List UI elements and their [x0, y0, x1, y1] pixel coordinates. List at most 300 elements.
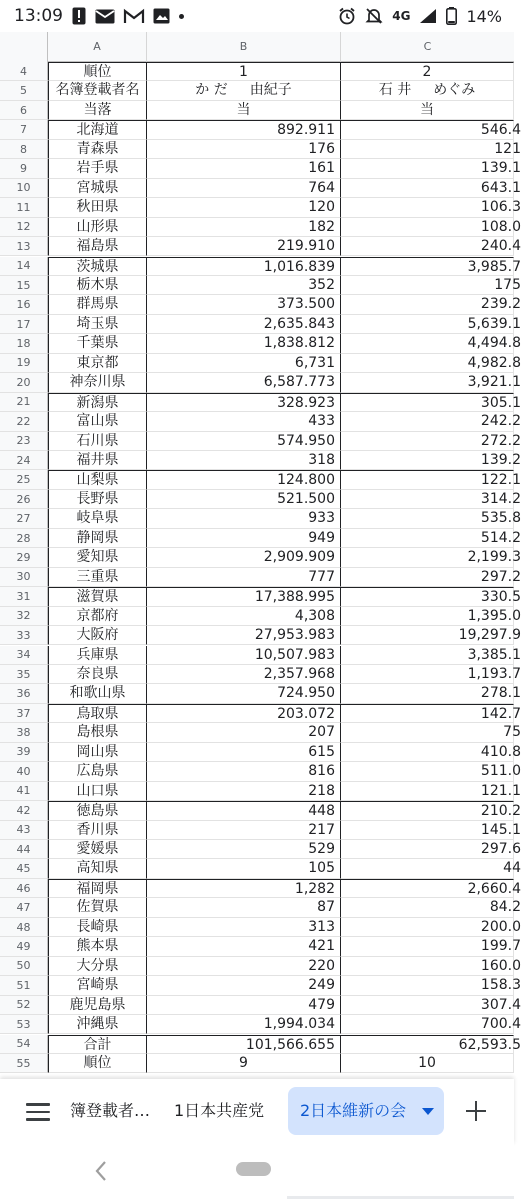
- cell-c[interactable]: [341, 996, 521, 1015]
- cell-a[interactable]: 岩手県: [48, 159, 147, 178]
- table-row: [0, 101, 514, 120]
- cell-a[interactable]: 山梨県: [48, 470, 147, 489]
- cell-value: 1,016.839: [263, 258, 335, 275]
- cell-c[interactable]: [341, 198, 521, 217]
- cell-value: 239.2: [480, 296, 521, 313]
- cell-a[interactable]: 当落: [48, 101, 147, 120]
- cell-b[interactable]: [147, 412, 341, 431]
- cell-c[interactable]: [341, 412, 521, 431]
- cell-a[interactable]: 茨城県: [48, 257, 147, 276]
- column-header-b[interactable]: B: [147, 32, 341, 62]
- column-header-c[interactable]: C: [423, 40, 432, 53]
- table-row: [0, 684, 521, 703]
- cell-b[interactable]: [147, 490, 341, 509]
- cell-c[interactable]: [341, 1054, 514, 1073]
- cell-b[interactable]: [147, 801, 341, 820]
- cell-b[interactable]: [147, 840, 341, 859]
- back-icon[interactable]: [92, 1159, 110, 1183]
- cell-c[interactable]: [341, 354, 521, 373]
- cell-value: 700.4: [480, 1016, 521, 1033]
- cell-c[interactable]: [341, 937, 521, 956]
- cell-c[interactable]: [341, 918, 521, 937]
- cell-value: 182: [308, 218, 335, 235]
- cell-value: 161: [308, 160, 335, 177]
- cell-b[interactable]: [147, 295, 341, 314]
- cell-c[interactable]: [341, 218, 521, 237]
- cell-value: 949: [308, 529, 335, 546]
- table-row: [0, 976, 521, 995]
- cell-value: 272.2: [480, 432, 521, 449]
- cell-b[interactable]: [147, 568, 341, 587]
- cell-value: 3,385.1: [467, 646, 521, 663]
- cell-a[interactable]: 長野県: [48, 490, 147, 509]
- row-number[interactable]: 52: [0, 996, 48, 1015]
- cell-c[interactable]: [341, 704, 521, 723]
- cell-b[interactable]: [147, 859, 341, 878]
- cell-value: 5,639.1: [467, 315, 521, 332]
- cell-c[interactable]: [341, 859, 521, 878]
- cell-a[interactable]: 福島県: [48, 237, 147, 256]
- row-number[interactable]: 28: [0, 529, 48, 548]
- cell-c[interactable]: [341, 159, 521, 178]
- cell-c[interactable]: [341, 898, 521, 917]
- cell-value: 218: [308, 782, 335, 799]
- cell-a[interactable]: 滋賀県: [48, 587, 147, 606]
- cell-a[interactable]: 徳島県: [48, 801, 147, 820]
- cell-b[interactable]: [147, 470, 341, 489]
- row-number[interactable]: 53: [0, 1015, 48, 1034]
- cell-c[interactable]: [341, 315, 521, 334]
- cell-b[interactable]: [147, 704, 341, 723]
- cell-a[interactable]: 熊本県: [48, 937, 147, 956]
- chevron-down-icon[interactable]: [422, 1108, 434, 1115]
- cell-b[interactable]: [147, 81, 341, 100]
- clock: 13:09: [14, 6, 63, 26]
- column-header-a[interactable]: A: [48, 32, 147, 62]
- cell-a[interactable]: 山口県: [48, 782, 147, 801]
- cell-value: 643.1: [480, 179, 521, 196]
- cell-a[interactable]: 青森県: [48, 140, 147, 159]
- cell-a[interactable]: 富山県: [48, 412, 147, 431]
- cell-a[interactable]: 順位: [48, 1054, 147, 1073]
- cell-c[interactable]: [341, 120, 521, 139]
- cell-b[interactable]: [147, 607, 341, 626]
- row-number[interactable]: 6: [0, 101, 48, 120]
- cell-c[interactable]: [341, 626, 521, 645]
- cell-c[interactable]: [341, 432, 521, 451]
- cell-c[interactable]: [341, 276, 521, 295]
- table-row: [0, 821, 521, 840]
- row-number[interactable]: 45: [0, 859, 48, 878]
- cell-b[interactable]: [147, 432, 341, 451]
- alarm-icon: [338, 7, 356, 25]
- cell-value: 433: [308, 413, 335, 430]
- row-number[interactable]: 8: [0, 140, 48, 159]
- cell-a[interactable]: 福岡県: [48, 879, 147, 898]
- cell-a[interactable]: 鳥取県: [48, 704, 147, 723]
- cell-a[interactable]: 東京都: [48, 354, 147, 373]
- cell-value: 1,838.812: [263, 335, 335, 352]
- row-number[interactable]: 15: [0, 276, 48, 295]
- cell-b[interactable]: [147, 451, 341, 470]
- row-number[interactable]: 23: [0, 432, 48, 451]
- cell-value: 479: [308, 996, 335, 1013]
- cell-c[interactable]: [341, 762, 521, 781]
- cell-b[interactable]: [147, 198, 341, 217]
- cell-c[interactable]: [341, 548, 521, 567]
- cell-value: 318: [308, 452, 335, 468]
- table-row: [0, 509, 521, 528]
- cell-a[interactable]: 和歌山県: [48, 684, 147, 703]
- cell-b[interactable]: [147, 159, 341, 178]
- cell-a[interactable]: 合計: [48, 1035, 147, 1054]
- cell-b[interactable]: [147, 509, 341, 528]
- cell-b[interactable]: [147, 101, 341, 120]
- cell-a[interactable]: 埼玉県: [48, 315, 147, 334]
- row-number[interactable]: 33: [0, 626, 48, 645]
- cell-b[interactable]: [147, 354, 341, 373]
- cell-b[interactable]: [147, 62, 341, 81]
- cell-c[interactable]: [341, 470, 521, 489]
- cell-value: 305.1: [480, 394, 521, 411]
- cell-value: 10,507.983: [254, 646, 335, 663]
- row-number[interactable]: 31: [0, 587, 48, 606]
- spreadsheet-grid: [0, 62, 521, 1079]
- cell-c[interactable]: [341, 237, 521, 256]
- row-number[interactable]: 50: [0, 957, 48, 976]
- cell-b[interactable]: [147, 684, 341, 703]
- cell-value: 278.1: [480, 685, 521, 702]
- row-number[interactable]: 43: [0, 821, 48, 840]
- cell-c[interactable]: [341, 684, 521, 703]
- cell-value: 1,395.0: [467, 607, 521, 624]
- cell-value: 314.2: [480, 490, 521, 507]
- cell-c[interactable]: [341, 62, 514, 81]
- cell-value: 145.1: [480, 821, 521, 838]
- cell-b[interactable]: [147, 237, 341, 256]
- row-number[interactable]: 18: [0, 334, 48, 353]
- row-number[interactable]: 30: [0, 568, 48, 587]
- all-sheets-menu-icon[interactable]: [24, 1099, 52, 1125]
- cell-c[interactable]: [341, 295, 521, 314]
- column-header: [0, 32, 514, 62]
- cell-value: 84.2: [489, 899, 521, 916]
- table-row: [0, 801, 521, 820]
- cell-value: 249: [308, 977, 335, 994]
- cell-value: 307.4: [480, 996, 521, 1013]
- row-number[interactable]: 42: [0, 801, 48, 820]
- cell-value: 777: [308, 568, 335, 585]
- row-number[interactable]: 47: [0, 898, 48, 917]
- cell-c[interactable]: [341, 393, 521, 412]
- cell-b[interactable]: [147, 743, 341, 762]
- cell-c[interactable]: [341, 840, 521, 859]
- cell-value: 203.072: [277, 705, 335, 722]
- select-all-corner[interactable]: [0, 32, 48, 62]
- cell-value: 448: [308, 803, 335, 820]
- cell-b[interactable]: [147, 723, 341, 742]
- row-number[interactable]: 4: [0, 62, 48, 81]
- table-row: [0, 179, 521, 198]
- table-row: [0, 470, 521, 489]
- sheet-tab[interactable]: 1日本共産党: [174, 1101, 265, 1120]
- cell-value: 142.7: [480, 705, 521, 722]
- cell-b[interactable]: [147, 257, 341, 276]
- cell-a[interactable]: 岡山県: [48, 743, 147, 762]
- cell-c[interactable]: [341, 801, 521, 820]
- row-number[interactable]: 7: [0, 120, 48, 139]
- cell-c[interactable]: [341, 646, 521, 665]
- cell-value: 615: [308, 743, 335, 760]
- cell-b[interactable]: [147, 587, 341, 606]
- cell-b[interactable]: [147, 996, 341, 1015]
- cell-value: 3,985.7: [467, 258, 521, 275]
- cell-a[interactable]: 大分県: [48, 957, 147, 976]
- cell-b[interactable]: [147, 373, 341, 392]
- row-number[interactable]: 37: [0, 704, 48, 723]
- cell-c[interactable]: [341, 451, 521, 470]
- cell-a[interactable]: 島根県: [48, 723, 147, 742]
- table-row: [0, 957, 521, 976]
- cell-a[interactable]: 京都府: [48, 607, 147, 626]
- cell-a[interactable]: 高知県: [48, 859, 147, 878]
- cell-a[interactable]: 福井県: [48, 451, 147, 470]
- row-number[interactable]: 35: [0, 665, 48, 684]
- row-number[interactable]: 25: [0, 470, 48, 489]
- cell-b[interactable]: [147, 976, 341, 995]
- cell-value: 1: [239, 64, 248, 80]
- row-number[interactable]: 10: [0, 179, 48, 198]
- row-number[interactable]: 51: [0, 976, 48, 995]
- cell-a[interactable]: 宮城県: [48, 179, 147, 198]
- cell-a[interactable]: 長崎県: [48, 918, 147, 937]
- cell-value: 892.911: [277, 122, 335, 139]
- cell-b[interactable]: [147, 918, 341, 937]
- cell-c[interactable]: [341, 373, 521, 392]
- cell-b[interactable]: [147, 179, 341, 198]
- cell-b[interactable]: [147, 1035, 341, 1054]
- cell-a[interactable]: 奈良県: [48, 665, 147, 684]
- cell-c[interactable]: [341, 509, 521, 528]
- cell-c[interactable]: [341, 782, 521, 801]
- row-number[interactable]: 44: [0, 840, 48, 859]
- table-row: [0, 140, 521, 159]
- table-row: [0, 354, 521, 373]
- cell-b[interactable]: [147, 782, 341, 801]
- status-left: [14, 6, 184, 26]
- cell-a[interactable]: 静岡県: [48, 529, 147, 548]
- row-number[interactable]: 41: [0, 782, 48, 801]
- cell-c[interactable]: [341, 179, 521, 198]
- cell-c[interactable]: [341, 976, 521, 995]
- battery-percent: 14%: [466, 6, 502, 26]
- row-number[interactable]: 21: [0, 393, 48, 412]
- home-handle[interactable]: [236, 1162, 271, 1176]
- row-number[interactable]: 26: [0, 490, 48, 509]
- cell-b[interactable]: [147, 120, 341, 139]
- cell-b[interactable]: [147, 665, 341, 684]
- row-number[interactable]: 39: [0, 743, 48, 762]
- row-number[interactable]: 17: [0, 315, 48, 334]
- row-number[interactable]: 49: [0, 937, 48, 956]
- row-number[interactable]: 16: [0, 295, 48, 314]
- cell-b[interactable]: [147, 821, 341, 840]
- cell-value: 87: [317, 899, 335, 916]
- cell-b[interactable]: [147, 393, 341, 412]
- sheet-tab-active[interactable]: [288, 1087, 444, 1135]
- table-row: [0, 646, 521, 665]
- cell-c[interactable]: [341, 140, 521, 159]
- cell-a[interactable]: 宮崎県: [48, 976, 147, 995]
- table-row: [0, 159, 521, 178]
- row-number[interactable]: 40: [0, 762, 48, 781]
- table-row: [0, 218, 521, 237]
- row-number[interactable]: 11: [0, 198, 48, 217]
- row-number[interactable]: 24: [0, 451, 48, 470]
- table-row: [0, 529, 521, 548]
- table-row: [0, 762, 521, 781]
- cell-a[interactable]: 沖縄県: [48, 1015, 147, 1034]
- cell-a[interactable]: 石川県: [48, 432, 147, 451]
- cell-value: 当: [420, 101, 434, 118]
- table-row: [0, 1015, 521, 1034]
- cell-b[interactable]: [147, 548, 341, 567]
- row-number[interactable]: 27: [0, 509, 48, 528]
- cell-c[interactable]: [341, 257, 521, 276]
- cell-a[interactable]: 山形県: [48, 218, 147, 237]
- cell-b[interactable]: [147, 529, 341, 548]
- cell-b[interactable]: [147, 334, 341, 353]
- cell-c[interactable]: [341, 743, 521, 762]
- cell-b[interactable]: [147, 762, 341, 781]
- table-row: [0, 393, 521, 412]
- cell-b[interactable]: [147, 646, 341, 665]
- row-number[interactable]: 19: [0, 354, 48, 373]
- cell-c[interactable]: [341, 821, 521, 840]
- cell-a[interactable]: 千葉県: [48, 334, 147, 353]
- cell-a[interactable]: 神奈川県: [48, 373, 147, 392]
- table-row: [0, 237, 521, 256]
- cell-c[interactable]: [341, 334, 521, 353]
- cell-a[interactable]: 順位: [48, 62, 147, 81]
- cell-a[interactable]: 新潟県: [48, 393, 147, 412]
- cell-b[interactable]: [147, 1015, 341, 1034]
- row-number[interactable]: 9: [0, 159, 48, 178]
- sheet-tab[interactable]: 簿登載者…: [70, 1101, 151, 1120]
- cell-c[interactable]: [341, 607, 521, 626]
- cell-b[interactable]: [147, 218, 341, 237]
- cell-c[interactable]: [341, 1015, 521, 1034]
- row-number[interactable]: 22: [0, 412, 48, 431]
- cell-a[interactable]: 大阪府: [48, 626, 147, 645]
- row-number[interactable]: 12: [0, 218, 48, 237]
- cell-a[interactable]: 三重県: [48, 568, 147, 587]
- name-part: か だ: [195, 82, 228, 99]
- cell-b[interactable]: [147, 140, 341, 159]
- status-bar: [0, 0, 514, 32]
- row-number[interactable]: 13: [0, 237, 48, 256]
- cell-a[interactable]: 佐賀県: [48, 898, 147, 917]
- row-number[interactable]: 5: [0, 81, 48, 100]
- cell-a[interactable]: 岐阜県: [48, 509, 147, 528]
- cell-c[interactable]: [341, 101, 514, 120]
- cell-c[interactable]: [341, 568, 521, 587]
- cell-value: 535.8: [480, 510, 521, 527]
- cell-c[interactable]: [341, 957, 521, 976]
- row-number[interactable]: 34: [0, 646, 48, 665]
- table-row: [0, 937, 521, 956]
- navigation-bar: [0, 1145, 514, 1199]
- add-sheet-icon[interactable]: [462, 1097, 490, 1125]
- table-row: [0, 62, 514, 81]
- cell-c[interactable]: [341, 665, 521, 684]
- cell-a[interactable]: 愛知県: [48, 548, 147, 567]
- cell-a[interactable]: 名簿登載者名: [48, 81, 147, 100]
- cell-a[interactable]: 北海道: [48, 120, 147, 139]
- cell-b[interactable]: [147, 937, 341, 956]
- table-row: [0, 548, 521, 567]
- cell-b[interactable]: [147, 957, 341, 976]
- row-number[interactable]: 36: [0, 684, 48, 703]
- table-row: [0, 607, 521, 626]
- cell-c[interactable]: [341, 490, 521, 509]
- cell-value: 330.5: [480, 589, 521, 606]
- row-number[interactable]: 29: [0, 548, 48, 567]
- name-part: 石 井: [378, 82, 412, 99]
- cell-c[interactable]: [341, 1035, 521, 1054]
- cell-c[interactable]: [341, 879, 521, 898]
- name-part: 由紀子: [249, 82, 292, 99]
- cell-b[interactable]: [147, 1054, 341, 1073]
- cell-b[interactable]: [147, 276, 341, 295]
- sheet-tab-label: 2日本維新の会: [300, 1101, 407, 1120]
- cell-a[interactable]: 香川県: [48, 821, 147, 840]
- cell-value: 3,921.1: [467, 374, 521, 391]
- cell-a[interactable]: 秋田県: [48, 198, 147, 217]
- cell-a[interactable]: 鹿児島県: [48, 996, 147, 1015]
- cell-c[interactable]: [341, 81, 514, 100]
- cell-b[interactable]: [147, 315, 341, 334]
- cell-a[interactable]: 愛媛県: [48, 840, 147, 859]
- cell-value: 220: [308, 957, 335, 974]
- row-number[interactable]: 55: [0, 1054, 48, 1073]
- table-row: [0, 898, 521, 917]
- cell-value: 328.923: [277, 394, 335, 411]
- cell-b[interactable]: [147, 879, 341, 898]
- row-number[interactable]: 46: [0, 879, 48, 898]
- cell-a[interactable]: 兵庫県: [48, 646, 147, 665]
- cell-b[interactable]: [147, 898, 341, 917]
- cell-b[interactable]: [147, 626, 341, 645]
- cell-a[interactable]: 広島県: [48, 762, 147, 781]
- table-row: [0, 743, 521, 762]
- row-number[interactable]: 54: [0, 1035, 48, 1054]
- row-number[interactable]: 38: [0, 723, 48, 742]
- cell-a[interactable]: 栃木県: [48, 276, 147, 295]
- cell-c[interactable]: [341, 587, 521, 606]
- cell-value: 121.1: [480, 782, 521, 799]
- cell-a[interactable]: 群馬県: [48, 295, 147, 314]
- row-number[interactable]: 48: [0, 918, 48, 937]
- row-number[interactable]: 14: [0, 257, 48, 276]
- row-number[interactable]: 32: [0, 607, 48, 626]
- table-row: [0, 276, 521, 295]
- row-number[interactable]: 20: [0, 373, 48, 392]
- cell-c[interactable]: [341, 723, 521, 742]
- table-row: [0, 782, 521, 801]
- signal-icon: [419, 8, 437, 24]
- cell-c[interactable]: [341, 529, 521, 548]
